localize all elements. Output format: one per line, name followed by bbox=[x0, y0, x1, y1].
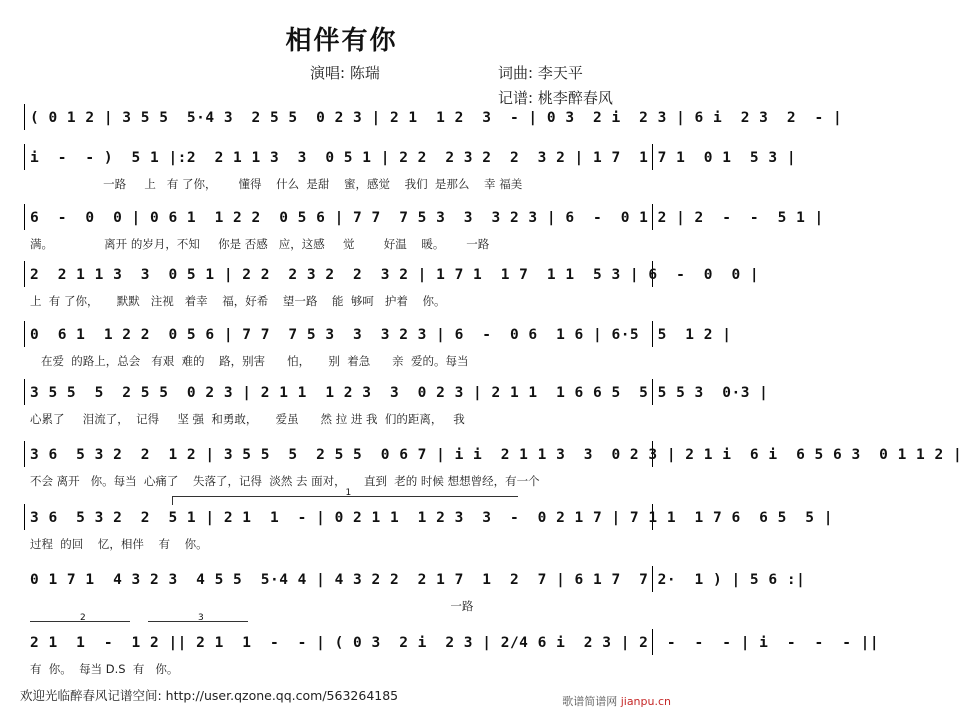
lyrics-line: 心累了 泪流了， 记得 坚 强 和勇敢， 爱虽 然 拉 进 我 们的距离， 我 bbox=[30, 412, 465, 426]
barline-left bbox=[24, 144, 25, 170]
lyrics-line: 有 你。 每当 D.S 有 你。 bbox=[30, 662, 179, 676]
barline-left bbox=[24, 379, 25, 405]
volta-bracket-2 bbox=[30, 613, 130, 630]
volta-bracket-3 bbox=[148, 613, 248, 630]
lyrics-line: 满。 离开 的岁月，不知 你是 否感 应，这感 觉 好温 暖。 一路 bbox=[30, 237, 490, 251]
notes-line: 6 - 0 0 | 0 6 1 1 2 2 0 5 6 | 7 7 7 5 3 3 3 2 3 | 6 - 0 1 2 | 2 - - 5 1 | bbox=[30, 210, 824, 226]
barline-left bbox=[24, 104, 25, 130]
volta-number: 1 bbox=[345, 488, 352, 498]
lyrics-line: 一路 上 有 了你， 懂得 什么 是甜 蜜，感觉 我们 是那么 幸 福美 bbox=[30, 177, 523, 191]
notes-line: 3 6 5 3 2 2 1 2 | 3 5 5 5 2 5 5 0 6 7 | i i 2 1 1 3 3 0 2 3 | 2 1 i 6 i 6 5 6 3 0 1 1 2 | bbox=[30, 447, 962, 463]
lyrics-line: 过程 的回 忆，相伴 有 你。 bbox=[30, 537, 208, 551]
lyrics-line: 上 有 了你， 默默 注视 着幸 福，好希 望一路 能 够呵 护着 你。 bbox=[30, 294, 446, 308]
notes-line: 0 6 1 1 2 2 0 5 6 | 7 7 7 5 3 3 3 2 3 | 6 - 0 6 1 6 | 6·5 5 1 2 | bbox=[30, 327, 732, 343]
notation-credit: 记谱: 桃李醉春风 bbox=[498, 89, 613, 107]
notes-line: 2 2 1 1 3 3 0 5 1 | 2 2 2 3 2 2 3 2 | 1 7 1 1 7 1 1 5 3 | 6 - 0 0 | bbox=[30, 267, 760, 283]
volta-number: 3 bbox=[198, 613, 204, 623]
site-watermark bbox=[562, 693, 671, 709]
volta-bracket-1 bbox=[172, 488, 518, 505]
watermark-site-name: 歌谱简谱网 bbox=[562, 695, 618, 708]
singer-credit: 演唱: 陈瑞 bbox=[310, 64, 380, 82]
watermark-domain: jianpu.cn bbox=[620, 695, 671, 708]
notes-line: 2 1 1 - 1 2 || 2 1 1 - - | ( 0 3 2 i 2 3 | 2/4 6 i 2 3 | 2 - - - | i - - - || bbox=[30, 635, 880, 651]
barline-left bbox=[24, 441, 25, 467]
lyrics-line: 一路 bbox=[30, 599, 474, 613]
footer-link-text: 欢迎光临醉春风记谱空间: http://user.qzone.qq.com/563264185 bbox=[20, 688, 399, 703]
notes-line: ( 0 1 2 | 3 5 5 5·4 3 2 5 5 0 2 3 | 2 1 1 2 3 - | 0 3 2 i 2 3 | 6 i 2 3 2 - | bbox=[30, 110, 843, 126]
barline-left bbox=[24, 261, 25, 287]
notes-line: 3 6 5 3 2 2 5 1 | 2 1 1 - | 0 2 1 1 1 2 3 3 - 0 2 1 7 | 7 1 1 1 7 6 6 5 5 | bbox=[30, 510, 833, 526]
lyrics-line: 不会 离开 你。每当 心痛了 失落了，记得 淡然 去 面对， 直到 老的 时候 想想曾经，有一个 bbox=[30, 474, 540, 488]
volta-number: 2 bbox=[80, 613, 86, 623]
lyrics-line: 在爱 的路上，总会 有艰 难的 路，别害 怕， 别 着急 亲 爱的。每当 bbox=[30, 354, 469, 368]
notes-line: i - - ) 5 1 |:2 2 1 1 3 3 0 5 1 | 2 2 2 3 2 2 3 2 | 1 7 1 7 1 0 1 5 3 | bbox=[30, 150, 797, 166]
composer-credit: 词曲: 李天平 bbox=[498, 64, 583, 82]
notes-line: 0 1 7 1 4 3 2 3 4 5 5 5·4 4 | 4 3 2 2 2 1 7 1 2 7 | 6 1 7 7 2· 1 ) | 5 6 :| bbox=[30, 572, 806, 588]
notes-line: 3 5 5 5 2 5 5 0 2 3 | 2 1 1 1 2 3 3 0 2 3 | 2 1 1 1 6 6 5 5 5 5 3 0·3 | bbox=[30, 385, 769, 401]
song-title: 相伴有你 bbox=[285, 26, 398, 56]
barline-left bbox=[24, 504, 25, 530]
barline-left bbox=[24, 321, 25, 347]
barline-left bbox=[24, 204, 25, 230]
